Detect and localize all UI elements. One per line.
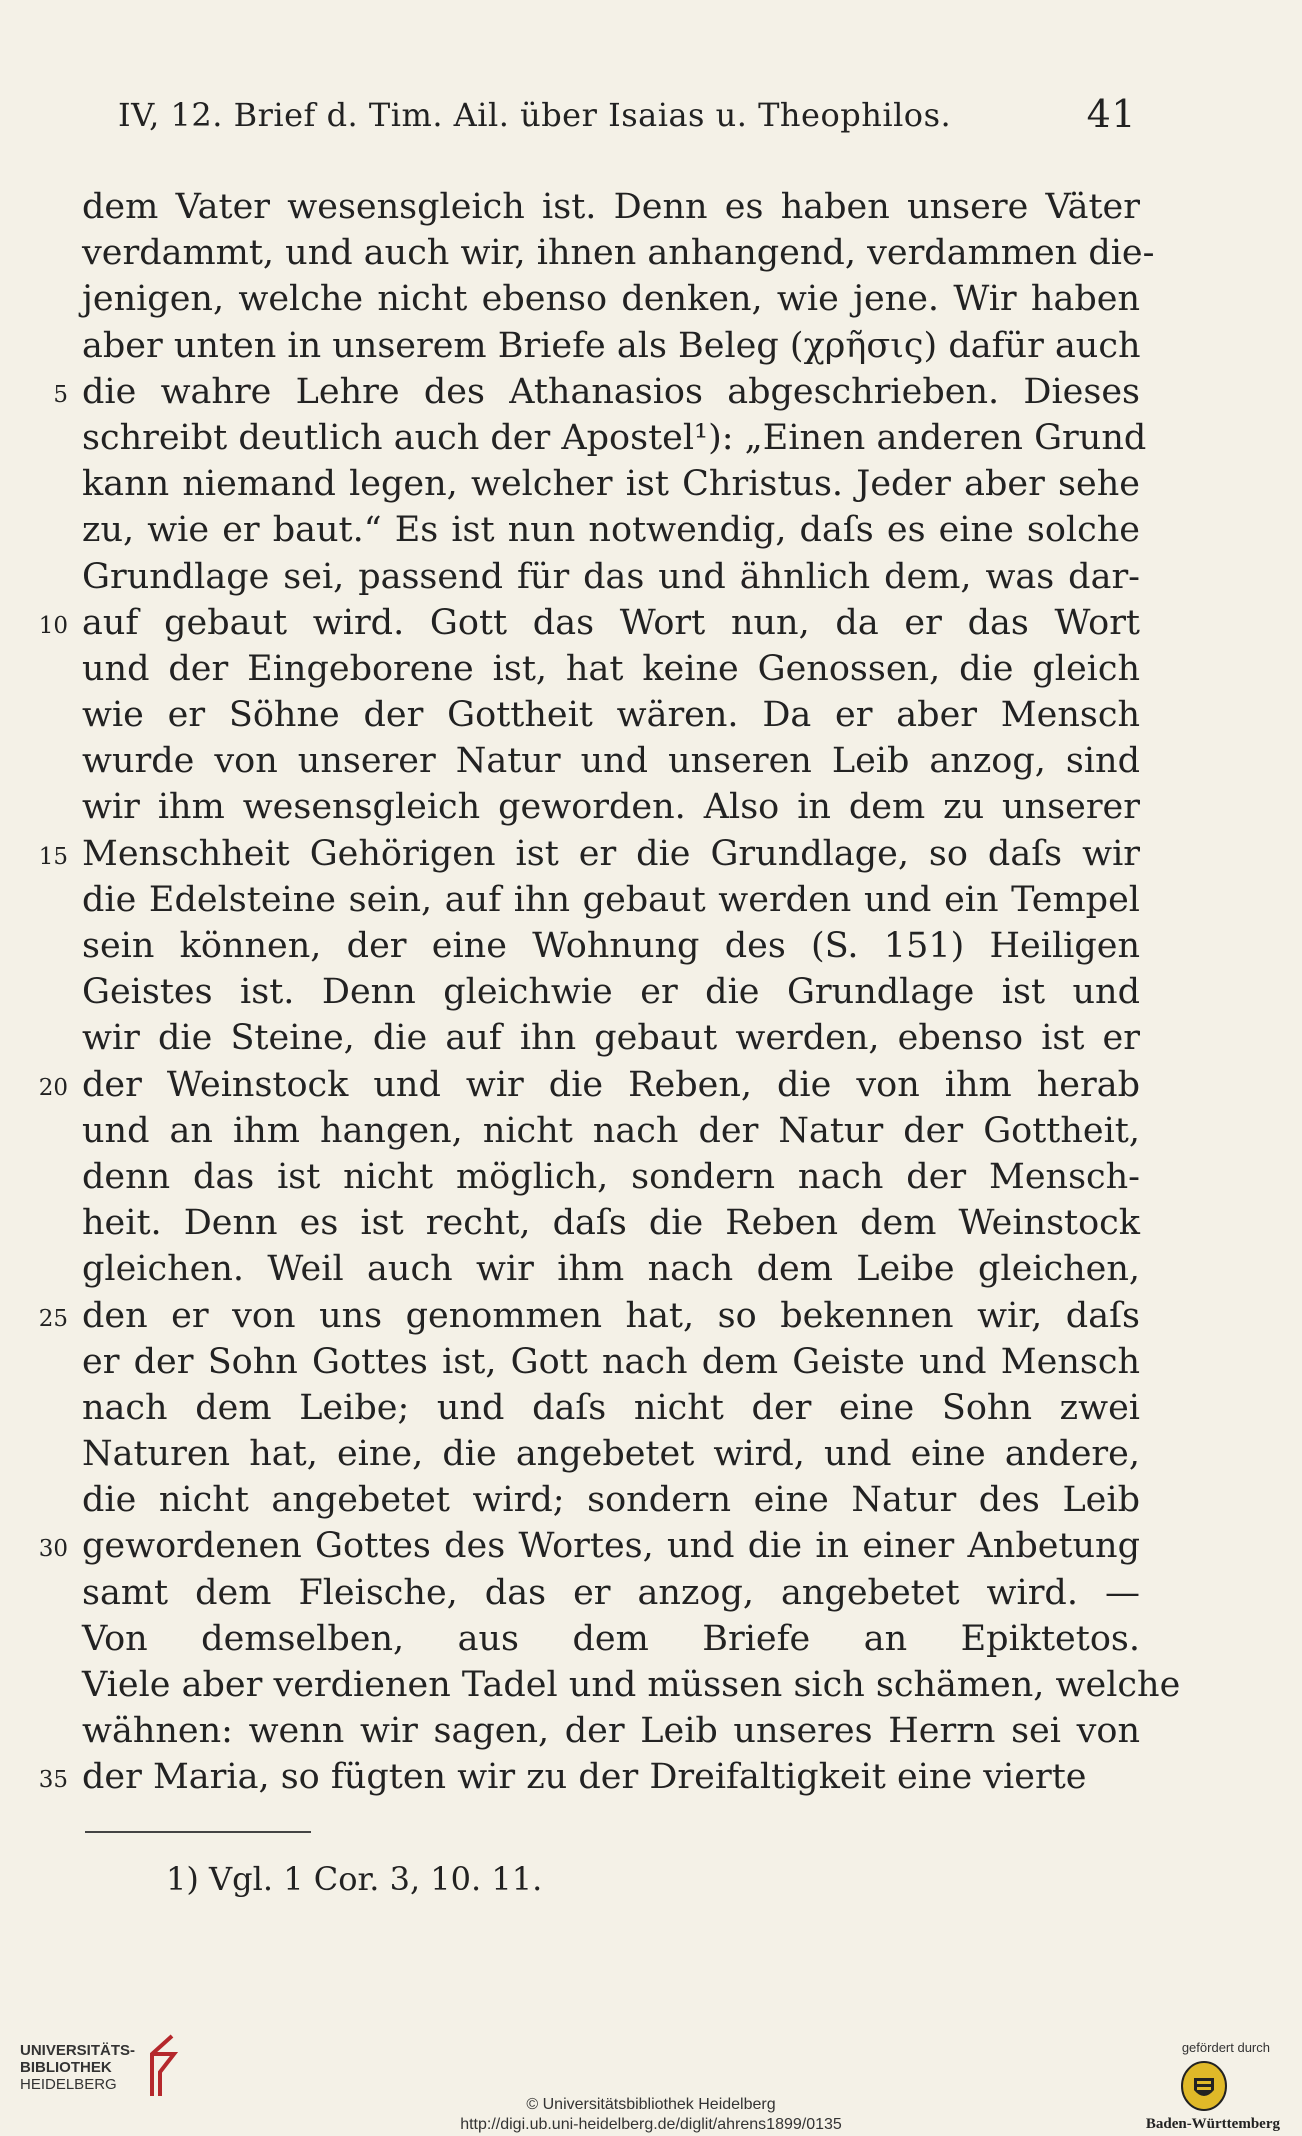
text-line [82,738,1140,784]
text-line [38,1523,1140,1569]
line-text: jenigen, welche nicht ebenso denken, wie jene. Wir haben [82,279,1140,320]
running-head: IV, 12. Brief d. Tim. Ail. über Isaias u. Theophilos. [118,96,952,134]
text-line [82,1477,1140,1523]
footnote: 1) Vgl. 1 Cor. 3, 10. 11. [166,1860,543,1898]
text-line [53,369,1140,415]
text-line [82,923,1140,969]
line-text: gleichen. Weil auch wir ihm nach dem Leibe gleichen, [82,1249,1140,1290]
line-text: denn das ist nicht möglich, sondern nach der Mensch- [82,1156,1140,1197]
text-line [82,1570,1140,1616]
baden-wuerttemberg-seal-icon [1180,2060,1228,2112]
funded-by-label: gefördert durch [1181,2040,1270,2055]
text-line [82,784,1140,830]
logo-line-1: UNIVERSITÄTS- [20,2042,136,2059]
text-line [82,1616,1140,1662]
text-line [82,1154,1140,1200]
page-footer [0,2030,1302,2136]
footnote-rule [85,1831,311,1833]
line-number: 10 [38,612,68,639]
logo-line-3: HEIDELBERG [20,2076,117,2093]
line-text: der Maria, so fügten wir zu der Dreifaltigkeit eine vierte [82,1757,1087,1798]
text-line [82,877,1140,923]
line-text: kann niemand legen, welcher ist Christus. Jeder aber sehe [82,464,1140,505]
text-line [38,1293,1140,1339]
text-line [82,1431,1140,1477]
funder-block [1130,2040,1280,2136]
text-line [82,507,1140,553]
text-line [38,1754,1140,1800]
text-line [38,600,1140,646]
line-text: schreibt deutlich auch der Apostel¹): „Einen anderen Grund [82,417,1147,458]
text-line [82,461,1140,507]
line-text: wurde von unserer Natur und unseren Leib anzog, sind [82,741,1140,782]
line-number: 25 [38,1305,68,1332]
line-text: die Edelsteine sein, auf ihn gebaut werden und ein Tempel [82,879,1140,920]
library-logo [14,2030,184,2130]
line-text: wir die Steine, die auf ihn gebaut werden, ebenso ist er [82,1018,1140,1059]
line-text: und der Eingeborene ist, hat keine Genossen, die gleich [82,648,1140,689]
line-text: nach dem Leibe; und daſs nicht der eine Sohn zwei [82,1387,1140,1428]
line-text: und an ihm hangen, nicht nach der Natur der Gottheit, [82,1110,1140,1151]
line-text: Naturen hat, eine, die angebetet wird, und eine andere, [82,1434,1140,1475]
text-line [38,1062,1140,1108]
body-text [38,184,1181,1801]
line-text: die nicht angebetet wird; sondern eine Natur des Leib [82,1480,1140,1521]
text-line [82,1200,1140,1246]
line-text: auf gebaut wird. Gott das Wort nun, da er das Wort [82,602,1140,643]
text-line [82,323,1140,369]
line-number: 35 [38,1767,68,1794]
line-text: sein können, der eine Wohnung des (S. 151) Heiligen [82,926,1140,966]
text-line [82,415,1147,461]
line-number: 15 [38,843,68,870]
page-header [118,92,1136,144]
line-text: gewordenen Gottes des Wortes, und die in einer Anbetung [82,1526,1140,1567]
copyright-notice: © Universitätsbibliothek Heidelberg [526,2096,776,2113]
page-number: 41 [1086,92,1136,136]
text-line [82,554,1140,600]
line-text: Geistes ist. Denn gleichwie er die Grundlage ist und [82,972,1140,1013]
line-text: Von demselben, aus dem Briefe an Epiktetos. [82,1618,1140,1659]
line-number: 5 [53,381,68,408]
line-number: 20 [38,1074,68,1101]
text-line [38,831,1140,877]
line-text: Menschheit Gehörigen ist er die Grundlage, so daſs wir [82,833,1140,874]
line-text: wie er Söhne der Gottheit wären. Da er aber Mensch [82,695,1140,736]
text-line [82,1108,1140,1154]
line-text: aber unten in unserem Briefe als Beleg (χρῆσις) dafür auch [82,325,1141,366]
text-line [82,969,1140,1015]
line-text: die wahre Lehre des Athanasios abgeschrieben. Dieses [82,371,1140,412]
line-text: verdammt, und auch wir, ihnen anhangend, verdammen die- [82,233,1155,274]
line-text: wähnen: wenn wir sagen, der Leib unseres Herrn sei von [82,1711,1140,1752]
funder-name: Baden-Württemberg [1145,2116,1280,2132]
text-line [82,1662,1181,1708]
line-text: samt dem Fleische, das er anzog, angebetet wird. — [82,1572,1140,1613]
line-text: Grundlage sei, passend für das und ähnlich dem, was dar- [82,556,1140,597]
line-text: dem Vater wesensgleich ist. Denn es haben unsere Väter [82,187,1140,227]
line-text: der Weinstock und wir die Reben, die von ihm herab [82,1064,1140,1105]
line-text: wir ihm wesensgleich geworden. Also in dem zu unserer [82,787,1140,828]
line-text: zu, wie er baut.“ Es ist nun notwendig, daſs es eine solche [82,510,1140,551]
line-text: Viele aber verdienen Tadel und müssen sich schämen, welche [82,1665,1181,1705]
text-line [82,646,1140,692]
text-line [82,1385,1140,1431]
text-line [82,1015,1140,1061]
text-line [82,1339,1140,1385]
text-line [82,1246,1140,1292]
logo-line-2: BIBLIOTHEK [20,2059,112,2076]
text-line [82,1708,1140,1754]
ub-heidelberg-logo-icon [142,2032,186,2098]
line-text: er der Sohn Gottes ist, Gott nach dem Geiste und Mensch [82,1341,1140,1382]
text-line [82,276,1140,322]
text-line [82,230,1155,276]
source-url[interactable]: http://digi.ub.uni-heidelberg.de/diglit/ahrens1899/0135 [460,2116,842,2133]
line-text: heit. Denn es ist recht, daſs die Reben dem Weinstock [82,1203,1140,1244]
text-line [82,692,1140,738]
line-number: 30 [38,1536,68,1563]
line-text: den er von uns genommen hat, so bekennen wir, daſs [82,1295,1140,1336]
text-line [82,184,1140,230]
